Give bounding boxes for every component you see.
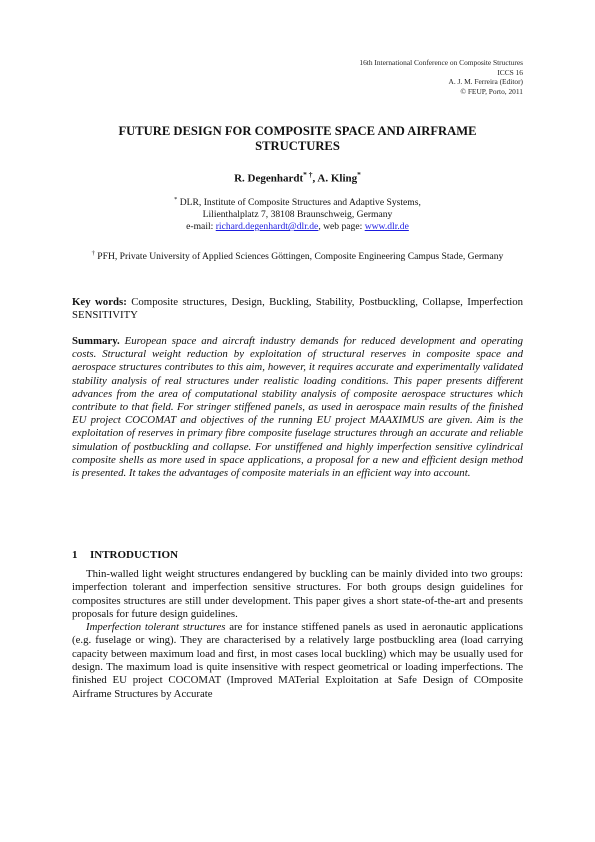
- email-link[interactable]: richard.degenhardt@dlr.de: [215, 221, 319, 233]
- introduction-body: [72, 568, 523, 701]
- paper-title: [72, 124, 523, 154]
- section-number: 1: [72, 549, 78, 561]
- conference-name: 16th International Conference on Composite Structures: [359, 58, 523, 67]
- intro-paragraph-2-text: are for instance stiffened panels as used in aeronautic applications (e.g. fuselage or wing). They are characterised by a relatively large postbuckling area (load carrying capacity between maximum load and first, in most cases local buckling) which may be usually used for design. The maximum load is quite insensitive with respect geometrical or loading imperfections. The finished EU project COCOMAT (Improved MATerial Exploitation at Safe Design of COmposite Airframe Structures by Accurate: [72, 621, 523, 700]
- web-link[interactable]: www.dlr.de: [364, 221, 409, 233]
- abstract: [72, 335, 523, 480]
- affiliation-1: [72, 194, 523, 233]
- abstract-label: Summary.: [72, 335, 120, 347]
- title-line-2: STRUCTURES: [255, 139, 340, 153]
- web-label: , web page:: [318, 221, 365, 233]
- section-heading: [72, 549, 178, 561]
- affiliation-2-mark: †: [91, 250, 95, 257]
- intro-paragraph-1: Thin-walled light weight structures endangered by buckling can be mainly divided into two groups: imperfection tolerant and imperfection sensitive structures. For both groups design guidelines for composites structures are still under development. This paper gives a short state-of-the-art and presents proposals for future design guidelines.: [72, 568, 523, 620]
- affiliation-1-line-1: DLR, Institute of Composite Structures and Adaptive Systems,: [177, 197, 421, 209]
- author-list: [72, 170, 523, 185]
- title-line-1: FUTURE DESIGN FOR COMPOSITE SPACE AND AIRFRAME: [118, 124, 477, 138]
- section-title: INTRODUCTION: [90, 549, 179, 561]
- author-2: A. Kling: [317, 172, 358, 185]
- intro-paragraph-2-italic: Imperfection tolerant structures: [86, 621, 226, 634]
- conference-copyright: © FEUP, Porto, 2011: [460, 86, 523, 96]
- conference-editor: A. J. M. Ferreira (Editor): [448, 77, 523, 87]
- affiliation-1-mark: *: [174, 196, 178, 203]
- author-1: R. Degenhardt: [234, 172, 304, 185]
- author-1-marks: * †: [303, 170, 313, 179]
- author-2-marks: *: [357, 170, 361, 179]
- keywords-label: Key words:: [72, 296, 127, 308]
- intro-paragraph-2: [72, 621, 523, 701]
- keywords-text: Composite structures, Design, Buckling, Stability, Postbuckling, Collapse, Imperfection SENSITIVITY: [72, 296, 524, 322]
- conference-acronym: ICCS 16: [497, 67, 523, 77]
- affiliation-1-line-2: Lilienthalplatz 7, 38108 Braunschweig, Germany: [202, 209, 393, 221]
- affiliation-2: [72, 248, 523, 263]
- affiliation-2-text: PFH, Private University of Applied Sciences Göttingen, Composite Engineering Campus Stade, Germany: [94, 251, 504, 263]
- author-separator: ,: [312, 172, 318, 185]
- conference-header: [359, 58, 523, 96]
- keywords: [72, 296, 523, 322]
- email-label: e-mail:: [186, 221, 216, 233]
- abstract-text: European space and aircraft industry demands for reduced development and operating costs. Structural weight reduction by exploitation of structural reserves in composite space and aerospace structures contributes to this aim, however, it requires accurate and experimentally validated stability analysis of real structures under realistic loading conditions. This paper presents different advances from the area of computational stability analysis of composite aerospace structures which contribute to that field. For stringer stiffened panels, as used in aerospace main results of the finished EU project COCOMAT and objectives of the running EU project MAAXIMUS are given. Aim is the exploitation of reserves in primary fibre composite fuselage structures through an accurate and reliable simulation of postbuckling and collapse. For unstiffened and highly imperfection sensitive cylindrical composite shells as more used in space applications, a proposal for a new and efficient design method is presented. It takes the advantages of composite materials in an efficient way into account.: [72, 335, 523, 480]
